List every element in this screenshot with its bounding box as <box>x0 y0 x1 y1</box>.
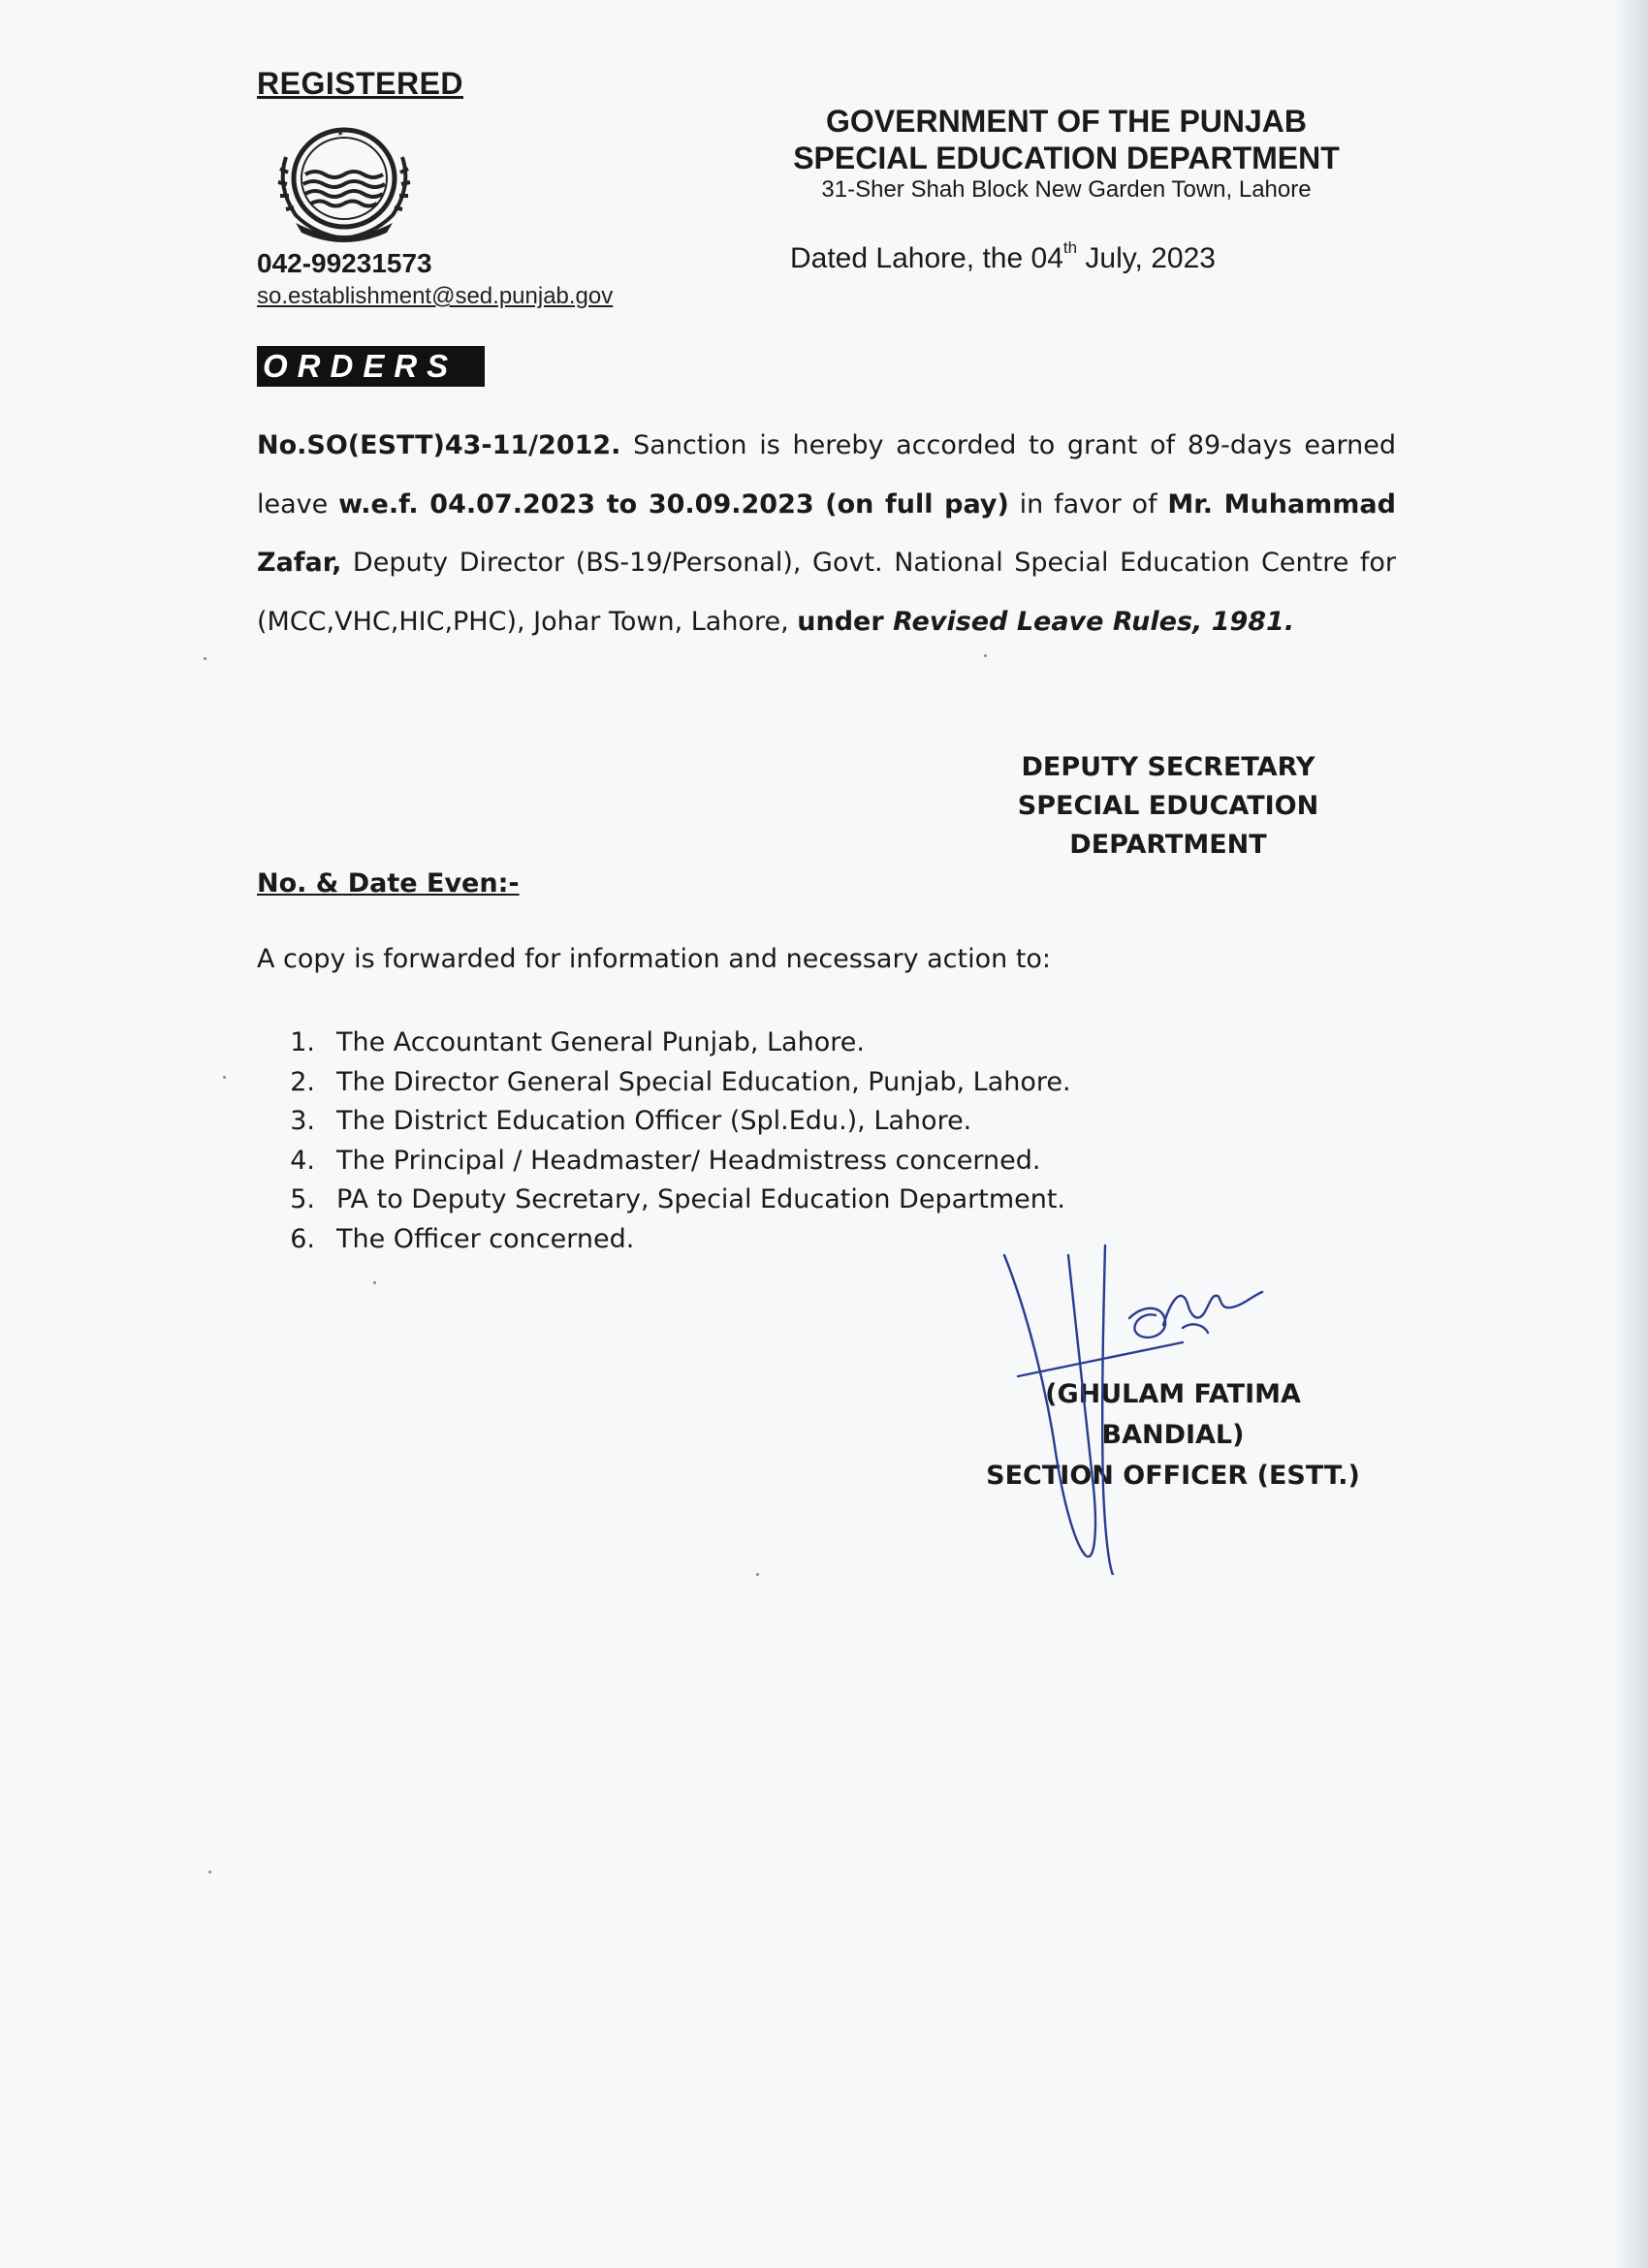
registered-label: REGISTERED <box>257 66 464 101</box>
recipient-list <box>257 1024 1071 1259</box>
list-item-text: The Officer concerned. <box>336 1223 635 1254</box>
list-item-number: 3. <box>290 1106 315 1136</box>
dated-superscript: th <box>1062 238 1078 257</box>
list-item-text: PA to Deputy Secretary, Special Education Department. <box>336 1184 1066 1214</box>
list-item <box>257 1102 1071 1142</box>
list-item <box>257 1063 1071 1103</box>
list-item <box>257 1142 1071 1181</box>
scan-speck <box>756 1573 759 1576</box>
forward-text: A copy is forwarded for information and necessary action to: <box>257 944 1052 974</box>
orders-heading: ORDERS <box>257 346 485 387</box>
department-address: 31-Sher Shah Block New Garden Town, Lahore <box>821 176 1312 203</box>
list-item-number: 5. <box>290 1184 315 1214</box>
department-title: SPECIAL EDUCATION DEPARTMENT <box>793 141 1340 175</box>
scan-speck <box>204 657 206 660</box>
list-item <box>257 1024 1071 1063</box>
list-item <box>257 1220 1071 1260</box>
list-item-number: 6. <box>290 1223 315 1254</box>
even-heading: No. & Date Even:- <box>257 868 520 898</box>
section-officer-name: (GHULAM FATIMA BANDIAL) <box>1045 1379 1301 1450</box>
order-text-3: Deputy Director (BS-19/Personal), Govt. National Special Education Centre for (MCC,VHC,HIC,PHC), Johar Town, Lahore, <box>257 548 1396 637</box>
email-link[interactable]: so.establishment@sed.punjab.gov <box>257 283 614 309</box>
list-item-number: 1. <box>290 1027 315 1057</box>
dated-suffix: July, 2023 <box>1077 242 1216 274</box>
deputy-line-2: SPECIAL EDUCATION <box>1017 791 1319 821</box>
handwritten-signature <box>989 1236 1280 1575</box>
dated-line <box>790 238 1216 275</box>
list-item-text: The District Education Officer (Spl.Edu.), Lahore. <box>336 1106 972 1136</box>
order-under: under <box>797 606 894 637</box>
list-item-text: The Director General Special Education, Punjab, Lahore. <box>336 1066 1071 1097</box>
order-text-2: in favor of <box>1008 488 1168 520</box>
order-number: No.SO(ESTT)43-11/2012. <box>257 430 621 460</box>
scan-page-edge <box>1613 0 1648 2268</box>
list-item-text: The Accountant General Punjab, Lahore. <box>336 1027 865 1057</box>
order-paragraph <box>257 417 1396 651</box>
deputy-secretary-block <box>998 748 1338 865</box>
list-item-number: 4. <box>290 1145 315 1176</box>
dated-prefix: Dated Lahore, the 04 <box>790 242 1063 274</box>
deputy-line-1: DEPUTY SECRETARY <box>1021 752 1315 782</box>
order-text-1: Sanction is hereby accorded to grant of 89-days earned leave <box>257 430 1396 520</box>
scan-speck <box>208 1871 211 1874</box>
deputy-line-3: DEPARTMENT <box>1069 830 1267 860</box>
scan-speck <box>984 654 987 657</box>
list-item-text: The Principal / Headmaster/ Headmistress concerned. <box>336 1145 1041 1176</box>
punjab-emblem-icon <box>267 118 422 254</box>
order-rules: Revised Leave Rules, 1981. <box>893 606 1295 637</box>
list-item-number: 2. <box>290 1066 315 1097</box>
section-officer-title: SECTION OFFICER (ESTT.) <box>986 1461 1360 1491</box>
phone-number: 042-99231573 <box>257 248 432 278</box>
government-title: GOVERNMENT OF THE PUNJAB <box>825 104 1308 139</box>
order-period: w.e.f. 04.07.2023 to 30.09.2023 (on full pay) <box>338 488 1009 520</box>
order-employee-name: Mr. Muhammad Zafar, <box>257 488 1396 578</box>
scan-speck <box>223 1076 226 1079</box>
list-item <box>257 1181 1071 1220</box>
scan-speck <box>373 1281 376 1284</box>
